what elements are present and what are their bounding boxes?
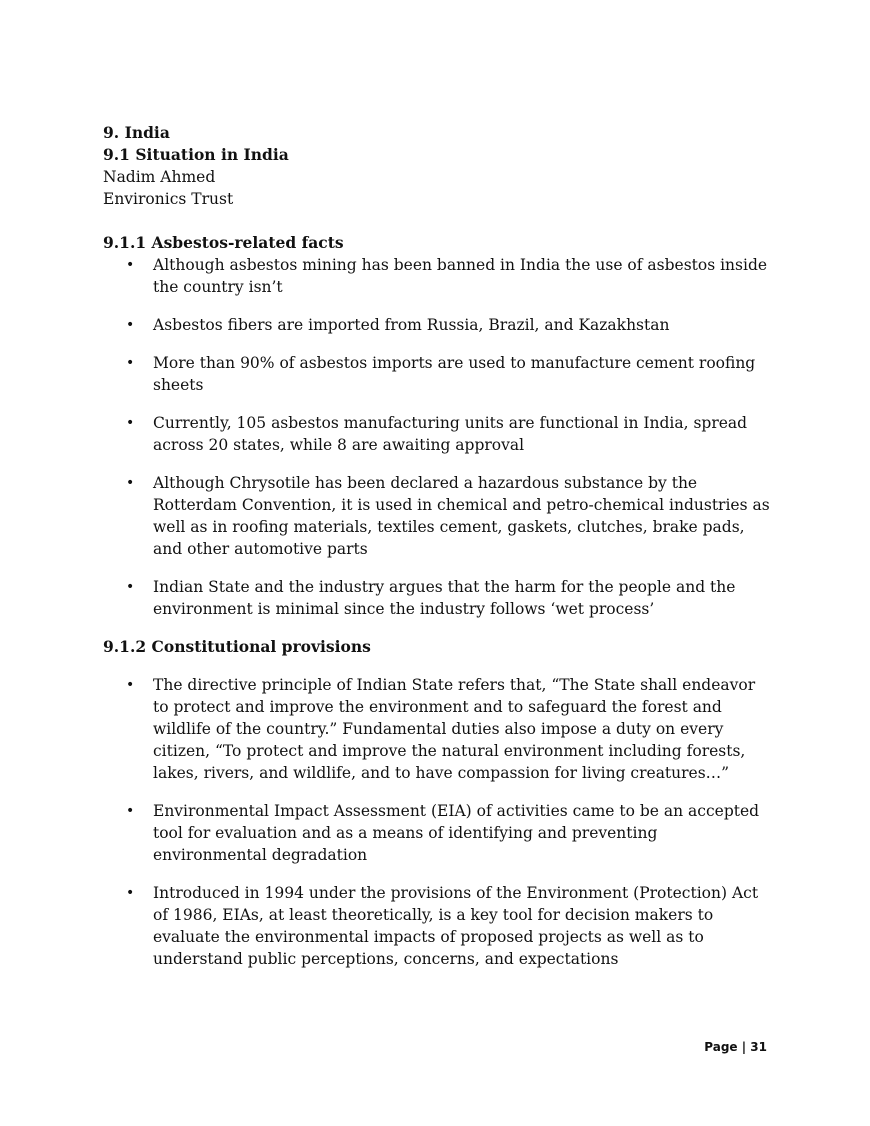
list-item-text: Environmental Impact Assessment (EIA) of activities came to be an accepted tool for evaluation and as a means of identifying and preventing environmental degradation (153, 802, 760, 864)
list-item-text: Although Chrysotile has been declared a hazardous substance by the Rotterdam Convention, it is used in chemical and petro-chemical industries as well as in roofing materials, textiles cement, gaskets, clutches, brake pads, and other automotive parts (153, 474, 770, 558)
section-heading: 9.1 Situation in India (103, 145, 289, 164)
list-item (103, 314, 773, 336)
list-item (103, 576, 773, 620)
list-item-text: Asbestos fibers are imported from Russia, Brazil, and Kazakhstan (153, 316, 670, 334)
document-page (103, 122, 773, 986)
facts-list (103, 254, 773, 620)
bullet-icon: • (126, 355, 135, 371)
page-number: Page | 31 (704, 1040, 767, 1054)
bullet-icon: • (126, 415, 135, 431)
chapter-heading: 9. India (103, 123, 170, 142)
subsection-heading-constitutional: 9.1.2 Constitutional provisions (103, 637, 371, 656)
author-name: Nadim Ahmed (103, 168, 216, 186)
list-item (103, 412, 773, 456)
bullet-icon: • (126, 317, 135, 333)
author-organization: Environics Trust (103, 190, 234, 208)
list-item (103, 882, 773, 970)
provisions-list (103, 674, 773, 970)
bullet-icon: • (126, 677, 135, 693)
list-item (103, 800, 773, 866)
list-item-text: Indian State and the industry argues that the harm for the people and the environment is minimal since the industry follows ‘wet process’ (153, 578, 736, 618)
list-item (103, 352, 773, 396)
list-item-text: Currently, 105 asbestos manufacturing units are functional in India, spread across 20 states, while 8 are awaiting approval (153, 414, 748, 454)
bullet-icon: • (126, 257, 135, 273)
bullet-icon: • (126, 885, 135, 901)
bullet-icon: • (126, 475, 135, 491)
bullet-icon: • (126, 579, 135, 595)
list-item-text: More than 90% of asbestos imports are used to manufacture cement roofing sheets (153, 354, 756, 394)
subsection-heading-facts: 9.1.1 Asbestos-related facts (103, 233, 344, 252)
list-item (103, 674, 773, 784)
list-item-text: The directive principle of Indian State refers that, “The State shall endeavor to protect and improve the environment and to safeguard the forest and wildlife of the country.” Fundamental duties also impose a duty on every citizen, “To protect and improve the natural environment including forests, lakes, rivers, and wildlife, and to have compassion for living creatures…” (153, 676, 756, 782)
list-item-text: Although asbestos mining has been banned in India the use of asbestos inside the country isn’t (153, 256, 768, 296)
list-item (103, 472, 773, 560)
list-item (103, 254, 773, 298)
bullet-icon: • (126, 803, 135, 819)
list-item-text: Introduced in 1994 under the provisions of the Environment (Protection) Act of 1986, EIAs, at least theoretically, is a key tool for decision makers to evaluate the environmental impacts of proposed projects as well as to understand public perceptions, concerns, and expectations (153, 884, 759, 968)
